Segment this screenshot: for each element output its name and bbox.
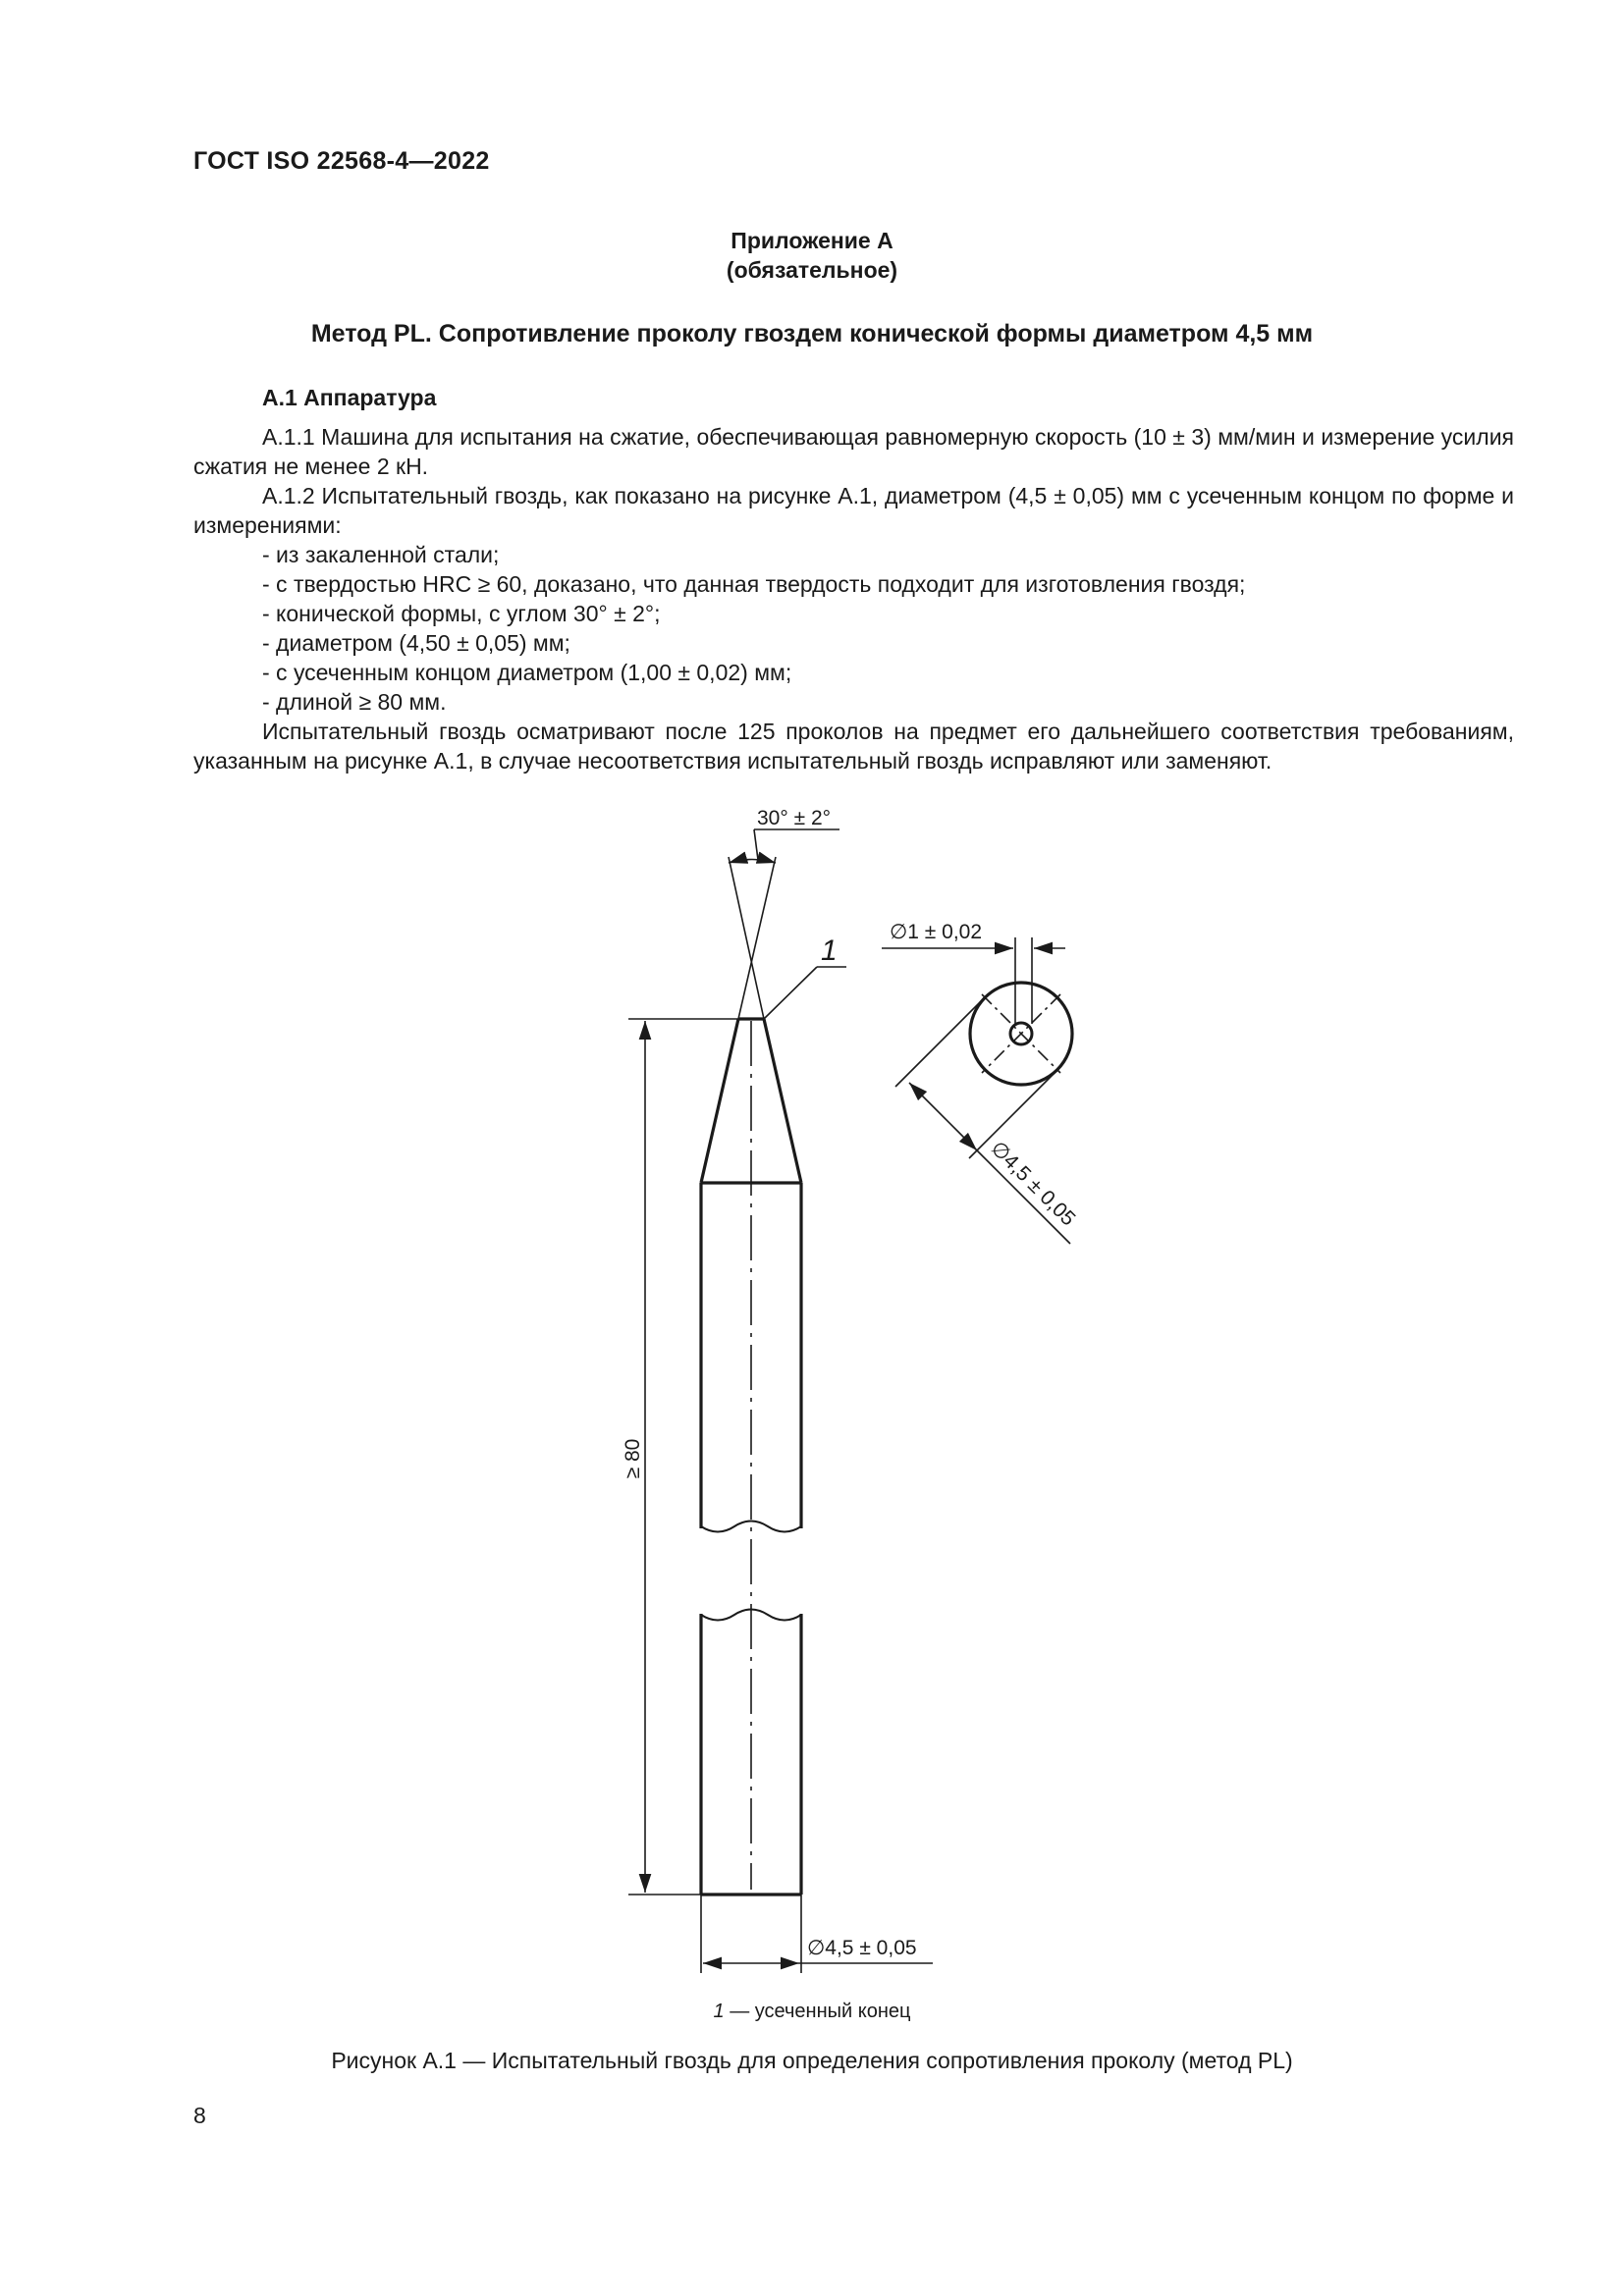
document-header-id: ГОСТ ISO 22568-4—2022	[193, 147, 490, 175]
angle-label: 30° ± 2°	[757, 807, 832, 829]
figure-caption: Рисунок А.1 — Испытательный гвоздь для определения сопротивления проколу (метод PL)	[331, 2048, 1293, 2073]
annex-status: (обязательное)	[726, 257, 898, 283]
list-item: - конической формы, с углом 30° ± 2°;	[262, 601, 661, 626]
length-label: ≥ 80	[622, 1438, 644, 1479]
legend-text: — усеченный конец	[724, 2001, 911, 2022]
angle-line-left	[729, 857, 764, 1019]
shank-diameter-label: ∅4,5 ± 0,05	[807, 1937, 917, 1959]
section-centre-line-b	[982, 994, 1060, 1073]
list-item: - с усеченным концом диаметром (1,00 ± 0,02) мм;	[262, 660, 792, 685]
angle-line-right	[738, 857, 776, 1019]
cone-edge-left	[701, 1019, 738, 1183]
section-heading: А.1 Аппаратура	[262, 385, 437, 410]
legend-number: 1	[713, 2001, 725, 2022]
page-number: 8	[193, 2103, 206, 2128]
list-item: - с твердостью HRC ≥ 60, доказано, что данная твердость подходит для изготовления гвоздя;	[262, 571, 1246, 597]
section-diameter-dimension-line	[909, 1083, 977, 1150]
angle-dimension-arc	[729, 860, 776, 864]
callout-leader	[764, 967, 817, 1019]
annex-label: Приложение А	[731, 228, 893, 253]
list-item: - диаметром (4,50 ± 0,05) мм;	[262, 630, 570, 656]
list-item: - из закаленной стали;	[262, 542, 500, 567]
paragraph-a-1-2-text: А.1.2 Испытательный гвоздь, как показано на рисунке А.1, диаметром (4,5 ± 0,05) мм с усеченным концом по форме и измерениями:	[193, 483, 1514, 538]
list-item: - длиной ≥ 80 мм.	[262, 689, 447, 715]
paragraph-a-1-1-text: А.1.1 Машина для испытания на сжатие, обеспечивающая равномерную скорость (10 ± 3) мм/мин и измерение усилия сжатия не менее 2 кН.	[193, 424, 1514, 479]
figure-legend	[0, 2001, 1624, 2023]
angle-label-leader-tick	[754, 829, 758, 860]
section-diameter-label: ∅4,5 ± 0,05	[986, 1137, 1080, 1231]
tip-diameter-label: ∅1 ± 0,02	[890, 921, 983, 943]
method-title: Метод PL. Сопротивление проколу гвоздем конической формы диаметром 4,5 мм	[310, 320, 1314, 347]
callout-number: 1	[821, 934, 838, 967]
paragraph-inspection-text: Испытательный гвоздь осматривают после 125 проколов на предмет его дальнейшего соответствия требованиям, указанным на рисунке А.1, в случае несоответствия испытательный гвоздь исправляют или заменяют.	[193, 719, 1514, 774]
cone-edge-right	[764, 1019, 801, 1183]
